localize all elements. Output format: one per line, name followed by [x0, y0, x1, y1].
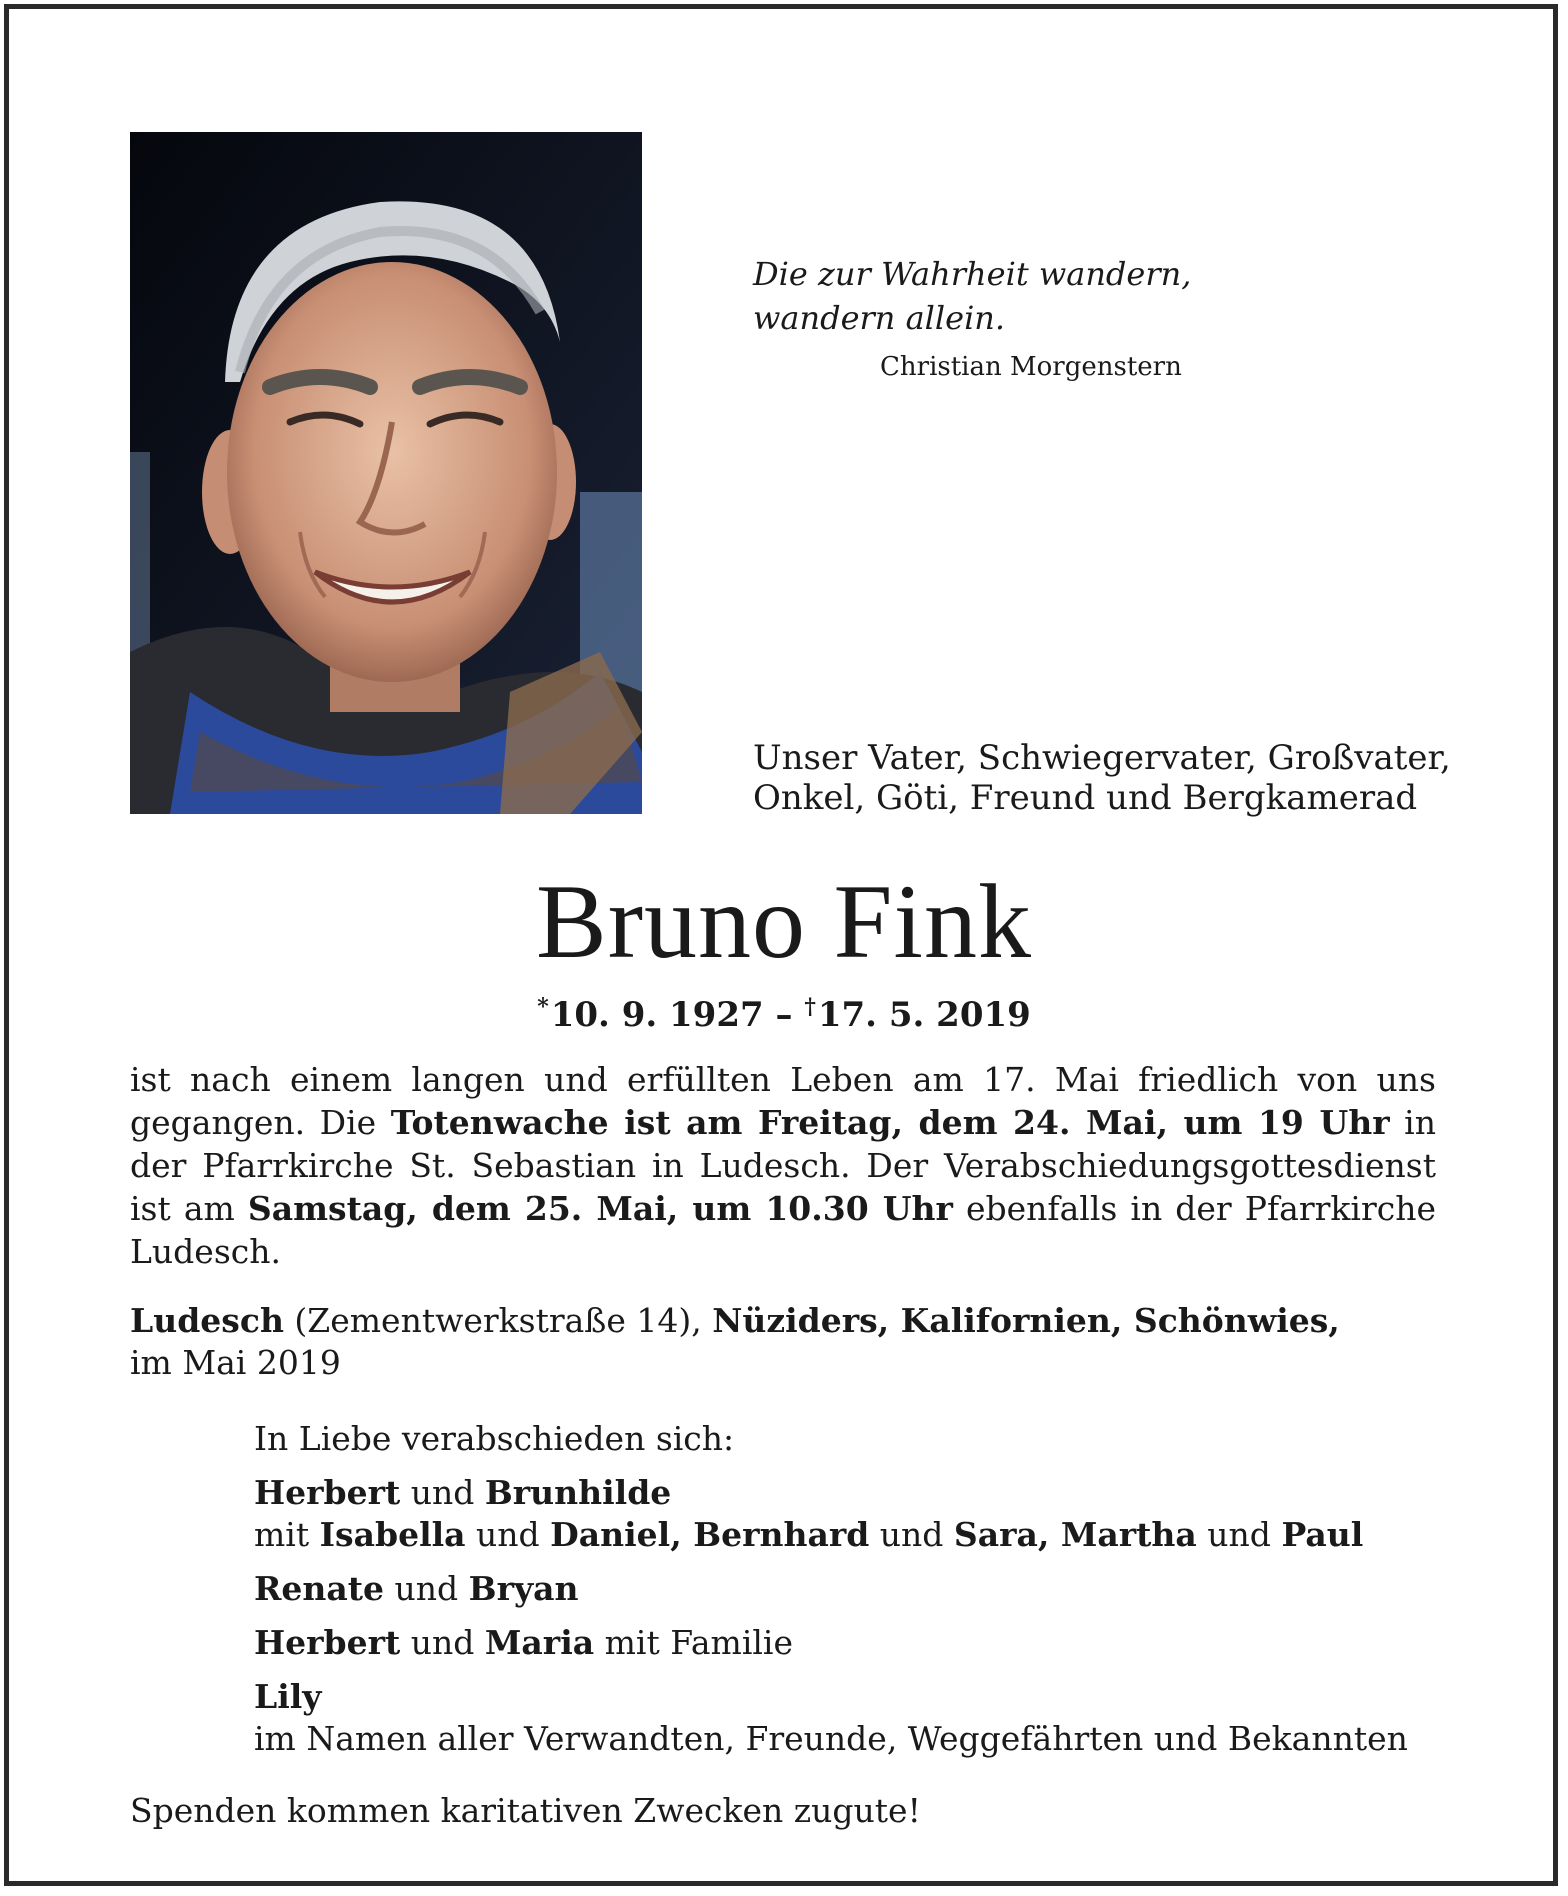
date-separator: –	[763, 995, 805, 1035]
connector: und	[1196, 1515, 1282, 1554]
quote-line-1: Die zur Wahrheit wandern,	[753, 255, 1192, 293]
death-symbol: †	[804, 994, 816, 1020]
donation-note: Spenden kommen karitativen Zwecken zugute!	[130, 1791, 921, 1830]
farewell-row	[254, 1622, 1494, 1664]
birth-symbol: *	[537, 994, 549, 1020]
connector: und	[465, 1515, 551, 1554]
mourner-name: Daniel, Bernhard	[550, 1515, 870, 1554]
farewell-row	[254, 1568, 1494, 1610]
farewell-intro: In Liebe verabschieden sich:	[254, 1419, 735, 1458]
relation-line-1: Unser Vater, Schwiegervater, Großvater,	[753, 738, 1451, 778]
service-details: Samstag, dem 25. Mai, um 10.30 Uhr	[247, 1189, 953, 1228]
mourner-name: Paul	[1281, 1515, 1364, 1554]
relation-description	[753, 738, 1473, 818]
wake-details: Totenwache ist am Freitag, dem 24. Mai, um 19 Uhr	[390, 1103, 1390, 1142]
farewell-list	[254, 1418, 1494, 1760]
farewell-row	[254, 1472, 1494, 1514]
mourner-name: Bryan	[468, 1569, 579, 1608]
epigraph-quote	[753, 252, 1313, 340]
connector: und	[384, 1569, 469, 1608]
farewell-row	[254, 1514, 1494, 1556]
connector: und	[869, 1515, 954, 1554]
announcement-part: ist nach einem langen und erfüllten Leben am 17. Mai friedlich von uns gegangen. Die	[130, 1060, 1436, 1142]
portrait-photo	[130, 132, 642, 814]
mourner-name: Herbert	[254, 1473, 401, 1512]
announcement-part: ebenfalls in der Pfarrkirche Ludesch.	[130, 1189, 1436, 1271]
place-and-date	[130, 1300, 1460, 1384]
life-dates	[0, 985, 1568, 1037]
mourner-name: Maria	[484, 1623, 595, 1662]
connector: mit Familie	[594, 1623, 794, 1662]
mourner-name: Sara, Martha	[953, 1515, 1197, 1554]
mourner-name: Herbert	[254, 1623, 401, 1662]
mourner-name: Lily	[254, 1677, 322, 1716]
connector: und	[400, 1623, 485, 1662]
mourner-name: Renate	[254, 1569, 385, 1608]
connector: und	[400, 1473, 485, 1512]
announcement-part: in der Pfarrkirche St. Sebastian in Ludesch. Der Verabschiedungsgottesdienst ist am	[130, 1103, 1436, 1228]
announcement-text	[130, 1058, 1436, 1273]
farewell-closing: im Namen aller Verwandten, Freunde, Weggefährten und Bekannten	[254, 1719, 1408, 1758]
deceased-name: Bruno Fink	[536, 863, 1032, 980]
death-date: 17. 5. 2019	[817, 995, 1031, 1035]
place-others: Nüziders, Kalifornien, Schönwies,	[712, 1301, 1340, 1340]
place-town: Ludesch	[130, 1301, 284, 1340]
quote-author: Christian Morgenstern	[880, 352, 1182, 382]
quote-line-2: wandern allein.	[753, 299, 1006, 337]
place-date: im Mai 2019	[130, 1343, 341, 1382]
place-address: (Zementwerkstraße 14),	[283, 1301, 713, 1340]
birth-date: 10. 9. 1927	[550, 995, 764, 1035]
relation-line-2: Onkel, Göti, Freund und Bergkamerad	[753, 778, 1418, 818]
connector: mit	[254, 1515, 320, 1554]
mourner-name: Isabella	[319, 1515, 466, 1554]
farewell-row	[254, 1676, 1494, 1718]
mourner-name: Brunhilde	[484, 1473, 672, 1512]
